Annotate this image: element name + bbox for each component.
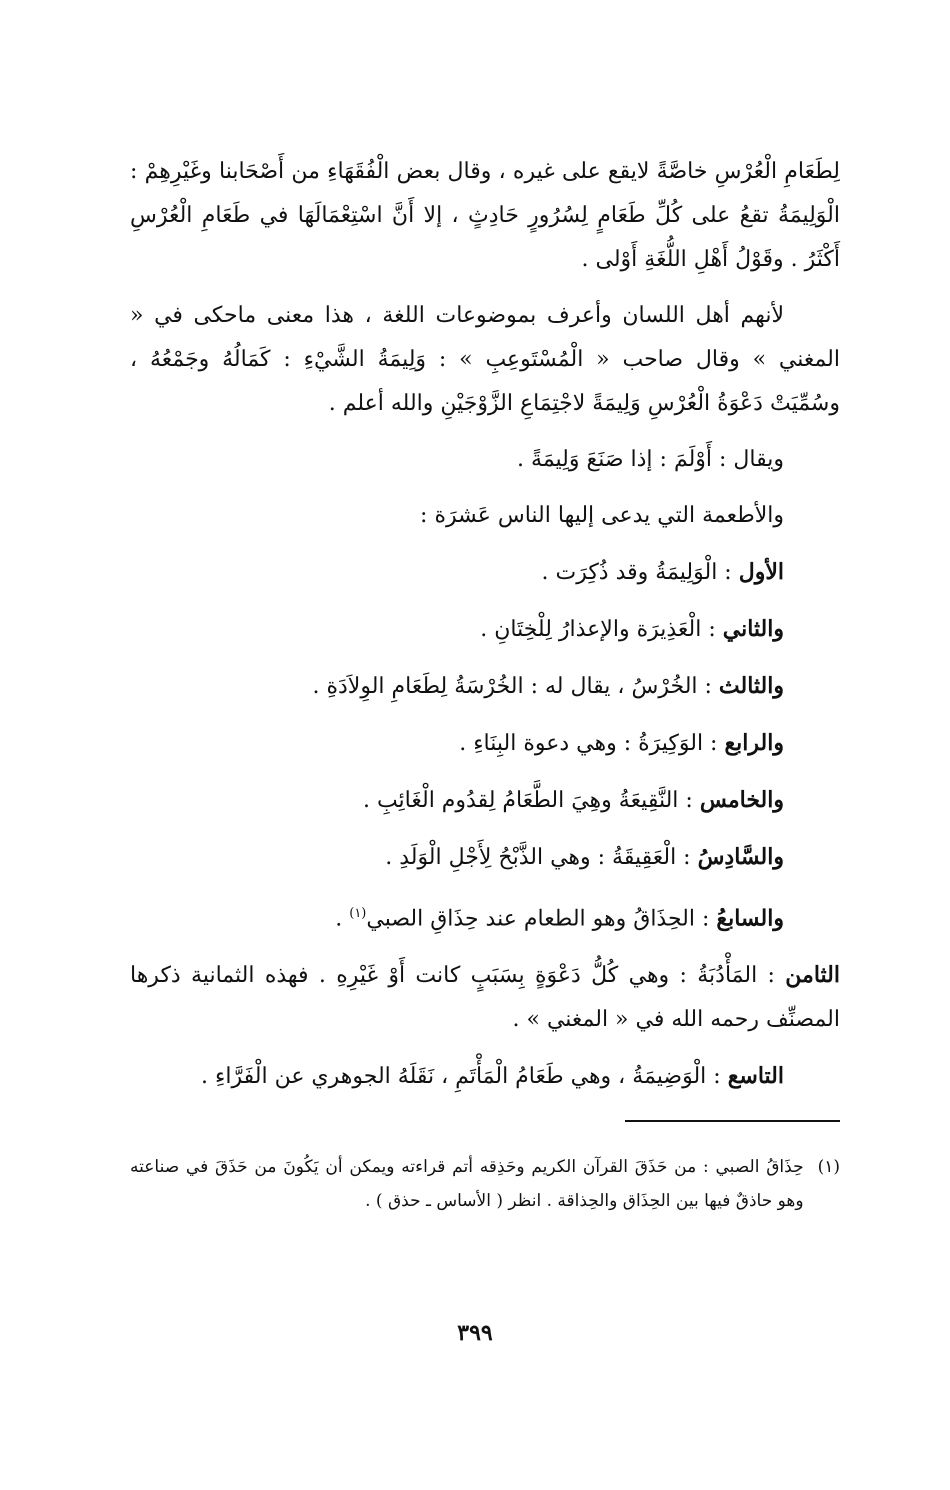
- item-label: والرابع: [724, 730, 784, 756]
- list-item-3: [130, 664, 840, 709]
- footnote: [130, 1150, 840, 1218]
- item-label: التاسع: [727, 1063, 784, 1090]
- item-label: والسابعُ: [716, 905, 784, 932]
- paragraph-1: لِطَعَامِ الْعُرْسِ خاصَّةً لايقع على غيره ، وقال بعض الْفُقَهَاءِ من أَصْحَابنا وغَيْرِهِمْ : الْوَلِيمَةُ تقعُ على كُلِّ طَعَامٍ لِسُرُورٍ حَادِثٍ ، إلا أَنَّ اسْتِعْمَالَهَا في طَعَامِ الْعُرْسِ أَكْثَرُ . وقَوْلُ أَهْلِ اللُّغَةِ أَوْلى .: [130, 159, 840, 272]
- paragraph-3: ويقال : أَوْلَمَ : إذا صَنَعَ وَلِيمَةً .: [517, 447, 784, 472]
- item-text: : الْوَلِيمَةُ وقد ذُكِرَت .: [541, 560, 739, 585]
- main-text: [130, 150, 840, 1111]
- item-text: : الحِذَاقُ وهو الطعام عند حِذَاقِ الصبي: [366, 906, 717, 932]
- item-text: : الْعَذِيرَة والإعذارُ لِلْخِتَانِ .: [480, 617, 723, 642]
- list-item-2: [130, 607, 840, 652]
- list-item-1: [130, 550, 840, 595]
- footnote-text: حِذَاقُ الصبي : من حَذَقَ القرآن الكريم وحَذِقه أتم قراءته ويمكن أن يَكُونَ من حَذَقَ في صناعته وهو حاذقٌ فيها بين الحِذَاق والحِذاقة . انظر ( الأساس ـ حذق ) .: [130, 1157, 804, 1211]
- list-item-6: [130, 835, 840, 880]
- item-text: : الْعَقِيقَةُ : وهي الذَّبْحُ لِأَجْلِ الْوَلَدِ .: [385, 845, 698, 870]
- footnote-number: (١): [817, 1157, 840, 1177]
- footnote-divider: [625, 1120, 840, 1122]
- paragraph-4: والأطعمة التي يدعى إليها الناس عَشرَة :: [420, 503, 784, 528]
- list-item-9: [130, 1054, 840, 1099]
- page-number: ٣٩٩: [457, 1320, 493, 1346]
- list-item-8: [130, 953, 840, 1042]
- list-item-5: [130, 778, 840, 823]
- paragraph-2: لأنهم أهل اللسان وأعرف بموضوعات اللغة ، هذا معنى ماحكى في « المغني » وقال صاحب « الْمُسْتَوعِبِ » : وَلِيمَةُ الشَّيْءِ : كَمَالُهُ وجَمْعُهُ ، وسُمِّيَتْ دَعْوَةُ الْعُرْسِ وَلِيمَةً لاجْتِمَاعِ الزَّوْجَيْنِ والله أعلم .: [130, 303, 840, 416]
- item-tail: .: [335, 906, 350, 932]
- item-label: والخامس: [699, 787, 784, 813]
- item-label: والسَّادِسُ: [697, 844, 784, 870]
- item-label: والثالث: [718, 673, 784, 699]
- list-item-4: [130, 721, 840, 766]
- item-label: الأول: [738, 559, 784, 585]
- item-text: : الْوَضِيمَةُ ، وهي طَعَامُ الْمَأْتَمِ ، نَقَلَهُ الجوهري عن الْفَرَّاءِ .: [201, 1064, 728, 1090]
- item-label: الثامن: [785, 962, 840, 989]
- item-text: : الوَكِيرَةُ : وهي دعوة البِنَاءِ .: [459, 731, 725, 756]
- list-item-7: [130, 892, 840, 941]
- item-text: : الخُرْسُ ، يقال له : الخُرْسَةُ لِطَعَامِ الوِلاَدَةِ .: [312, 674, 719, 699]
- item-text: : المَأْدُبَةُ : وهي كُلُّ دَعْوَةٍ بِسَبَبٍ كانت أَوْ غَيْرِهِ . فهذه الثمانية ذكرها المصنِّف رحمه الله في « المغني » .: [130, 963, 840, 1033]
- item-label: والثاني: [722, 616, 784, 642]
- footnote-reference[interactable]: (١): [349, 906, 367, 921]
- item-text: : النَّقِيعَةُ وهِيَ الطَّعَامُ لِقدُوم الْغَائِبِ .: [362, 788, 700, 813]
